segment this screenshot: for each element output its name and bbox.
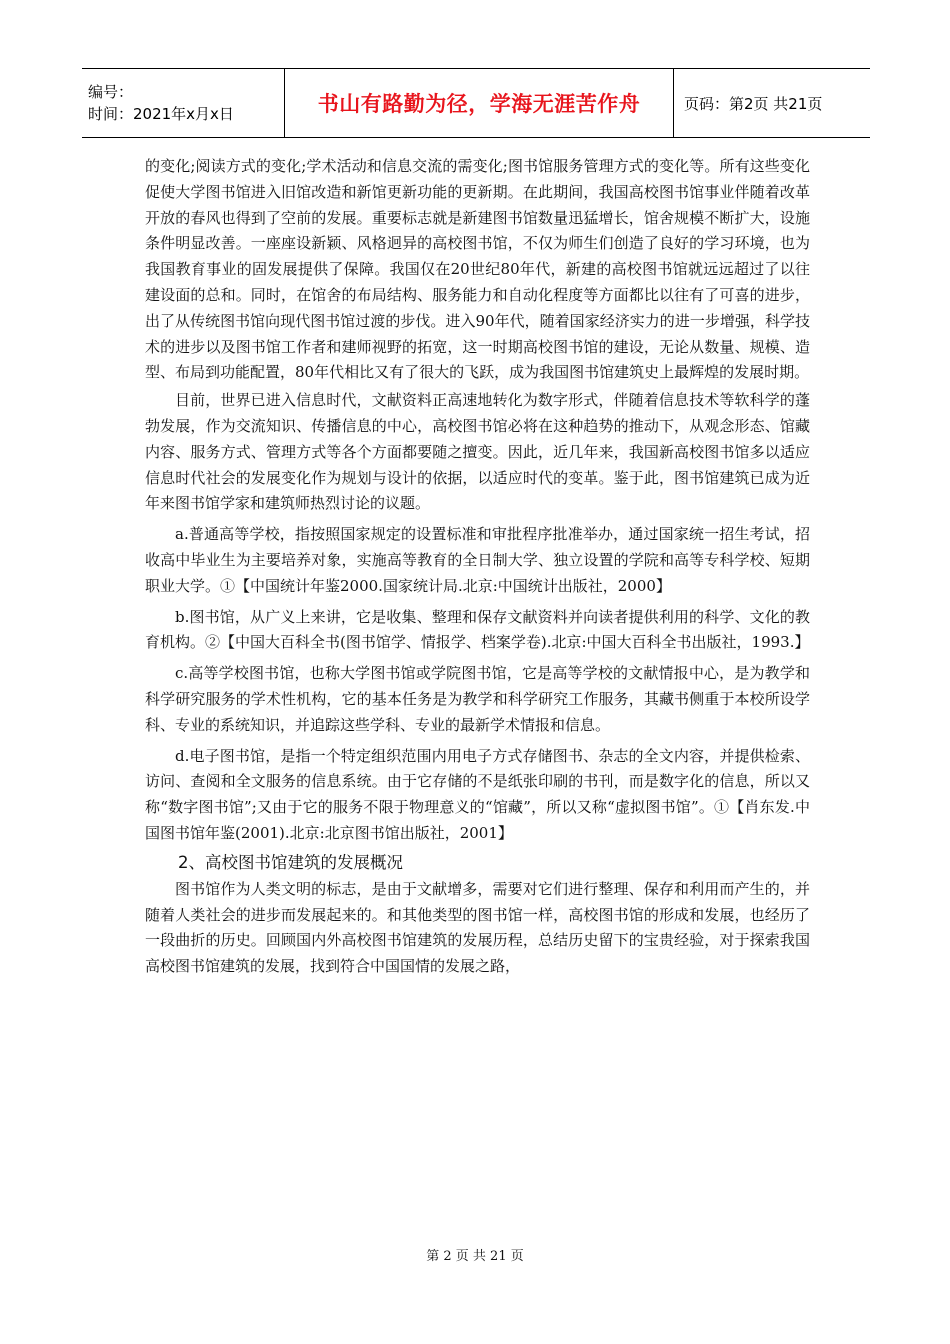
definition-note-b: b.图书馆，从广义上来讲，它是收集、整理和保存文献资料并向读者提供利用的科学、文化的教育机构。②【中国大百科全书(图书馆学、情报学、档案学卷).北京:中国大百科全书出版社，1993.】 [145,607,810,652]
document-body [145,154,810,980]
page-count-label: 页码：第2页 共21页 [684,94,823,113]
header-page-info [674,69,870,137]
paragraph-information-age: 目前，世界已进入信息时代，文献资料正高速地转化为数字形式，伴随着信息技术等软科学的蓬勃发展，作为交流知识、传播信息的中心，高校图书馆必将在这种趋势的推动下，从观念形态、馆藏内容、服务方式、管理方式等各个方面都要随之擅变。因此，近几年来，我国新高校图书馆多以适应信息时代社会的发展变化作为规划与设计的依据，以适应时代的变革。鉴于此，图书馆建筑已成为近年来图书馆学家和建筑师热烈讨论的议题。 [145,391,810,513]
page-header [82,68,870,138]
header-meta [82,69,284,137]
definition-note-a: a.普通高等学校，指按照国家规定的设置标准和审批程序批准举办，通过国家统一招生考试，招收高中毕业生为主要培养对象，实施高等教育的全日制大学、独立设置的学院和高等专科学校、短期职业大学。①【中国统计年鉴2000.国家统计局.北京:中国统计出版社，2000】 [145,525,810,595]
document-time-label: 时间：2021年x月x日 [88,105,234,123]
header-motto [284,69,674,137]
page-footer [0,1245,950,1264]
footer-page-number: 第 2 页 共 21 页 [426,1249,524,1264]
definition-note-c: c.高等学校图书馆，也称大学图书馆或学院图书馆，它是高等学校的文献情报中心，是为教学和科学研究服务的学术性机构，它的基本任务是为教学和科学研究工作服务，其藏书侧重于本校所设学科、专业的系统知识，并追踪这些学科、专业的最新学术情报和信息。 [145,664,810,734]
document-code-label: 编号： [88,83,134,101]
paragraph-section-2: 图书馆作为人类文明的标志，是由于文献增多，需要对它们进行整理、保存和利用而产生的，并随着人类社会的进步而发展起来的。和其他类型的图书馆一样，高校图书馆的形成和发展，也经历了一段曲折的历史。回顾国内外高校图书馆建筑的发展历程，总结历史留下的宝贵经验，对于探索我国高校图书馆建筑的发展，找到符合中国国情的发展之路， [145,879,810,976]
section-heading: 2、高校图书馆建筑的发展概况 [178,852,403,872]
motto-text: 书山有路勤为径，学海无涯苦作舟 [317,92,641,116]
paragraph-continued: 的变化;阅读方式的变化;学术活动和信息交流的需变化;图书馆服务管理方式的变化等。所有这些变化促使大学图书馆进入旧馆改造和新馆更新功能的更新期。在此期间，我国高校图书馆事业伴随着改革开放的春风也得到了空前的发展。重要标志就是新建图书馆数量迅猛增长，馆舍规模不断扩大，设施条件明显改善。一座座设新颖、风格迥异的高校图书馆，不仅为师生们创造了良好的学习环境，也为我国教育事业的固发展提供了保障。我国仅在20世纪80年代，新建的高校图书馆就远远超过了以往建设面的总和。同时，在馆舍的布局结构、服务能力和自动化程度等方面都比以往有了可喜的进步，出了从传统图书馆向现代图书馆过渡的步伐。进入90年代，随着国家经济实力的进一步增强，科学技术的进步以及图书馆工作者和建师视野的拓宽，这一时期高校图书馆的建设，无论从数量、规模、造型、布局到功能配置，80年代相比又有了很大的飞跃，成为我国图书馆建筑史上最辉煌的发展时期。 [145,157,810,382]
definition-note-d: d.电子图书馆，是指一个特定组织范围内用电子方式存储图书、杂志的全文内容，并提供检索、访问、查阅和全文服务的信息系统。由于它存储的不是纸张印刷的书刊，而是数字化的信息，所以又称“数字图书馆”;又由于它的服务不限于物理意义的“馆藏”，所以又称“虚拟图书馆”。①【肖东发.中国图书馆年鉴(2001).北京:北京图书馆出版社，2001】 [145,746,810,842]
